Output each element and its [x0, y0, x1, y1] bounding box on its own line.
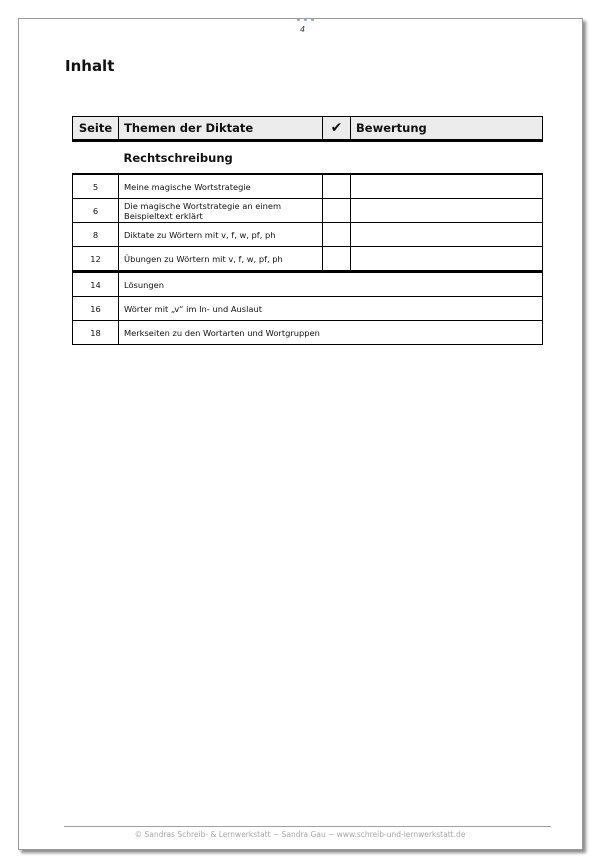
header-page: Seite — [73, 117, 119, 141]
table-row — [73, 174, 543, 199]
row-check-box[interactable] — [323, 247, 351, 272]
row-rating-cell[interactable] — [351, 174, 543, 199]
footer-text: © Sandras Schreib- & Lernwerkstatt ~ Sandra Gau ~ www.schreib-und-lernwerkstatt.de — [134, 830, 466, 839]
row-check-box[interactable] — [323, 199, 351, 223]
table-row — [73, 272, 543, 297]
contents-table — [72, 116, 543, 345]
row-page: 16 — [73, 297, 119, 321]
section-row — [73, 141, 543, 175]
footer-divider — [64, 826, 551, 827]
page-dots-icon — [297, 18, 317, 22]
row-topic: Die magische Wortstrategie an einem Beispieltext erklärt — [119, 199, 323, 223]
table-header — [73, 117, 543, 141]
row-topic: Diktate zu Wörtern mit v, f, w, pf, ph — [119, 223, 323, 247]
row-check-box[interactable] — [323, 174, 351, 199]
row-page: 6 — [73, 199, 119, 223]
header-topic: Themen der Diktate — [119, 117, 323, 141]
row-page: 5 — [73, 174, 119, 199]
row-check-box[interactable] — [323, 223, 351, 247]
row-topic: Merkseiten zu den Wortarten und Wortgruppen — [119, 321, 543, 345]
row-rating-cell[interactable] — [351, 199, 543, 223]
row-page: 14 — [73, 272, 119, 297]
row-topic: Meine magische Wortstrategie — [119, 174, 323, 199]
row-rating-cell[interactable] — [351, 223, 543, 247]
table-row — [73, 223, 543, 247]
table-row — [73, 297, 543, 321]
row-topic: Wörter mit „v“ im In- und Auslaut — [119, 297, 543, 321]
row-page: 8 — [73, 223, 119, 247]
row-rating-cell[interactable] — [351, 247, 543, 272]
row-topic: Übungen zu Wörtern mit v, f, w, pf, ph — [119, 247, 323, 272]
row-page: 18 — [73, 321, 119, 345]
row-page: 12 — [73, 247, 119, 272]
header-rating: Bewertung — [351, 117, 543, 141]
page-title: Inhalt — [65, 57, 115, 75]
section-title: Rechtschreibung — [123, 150, 233, 165]
row-topic: Lösungen — [119, 272, 543, 297]
table-row — [73, 199, 543, 223]
header-check: ✔ — [323, 117, 351, 141]
table-row — [73, 247, 543, 272]
page-number: 4 — [300, 25, 306, 34]
table-row — [73, 321, 543, 345]
